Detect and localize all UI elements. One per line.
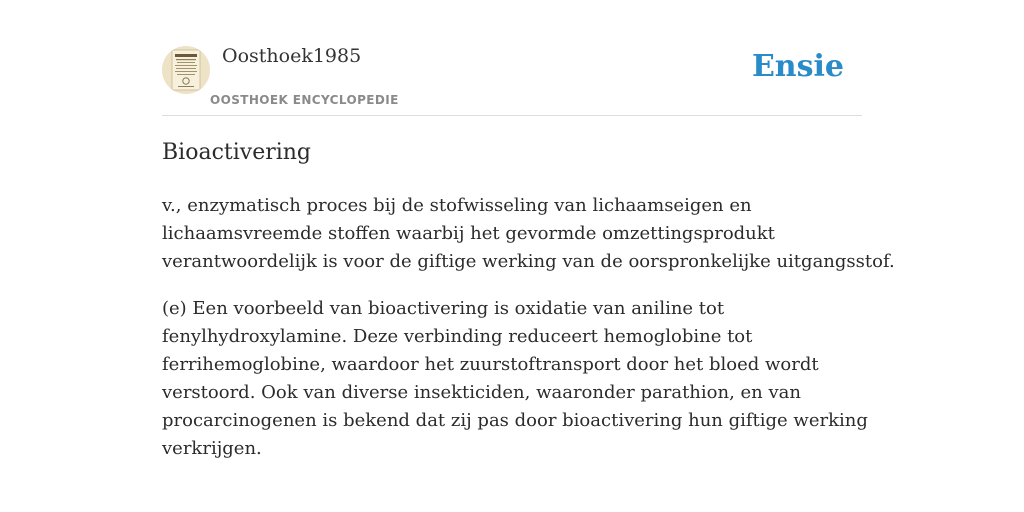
author-name[interactable]: Oosthoek1985 <box>222 45 362 67</box>
entry-paragraph-2 <box>162 295 868 463</box>
paragraph-line: verkrijgen. <box>162 438 262 459</box>
paragraph-line: lichaamsvreemde stoffen waarbij het gevormde omzettingsprodukt <box>162 223 775 244</box>
entry-title: Bioactivering <box>162 140 312 165</box>
paragraph-line: (e) Een voorbeeld van bioactivering is oxidatie van aniline tot <box>162 298 725 319</box>
author-avatar[interactable] <box>162 46 210 94</box>
brand-logo[interactable]: Ensie <box>751 49 844 84</box>
source-label: OOSTHOEK ENCYCLOPEDIE <box>210 93 399 107</box>
encyclopedia-title-page-icon <box>162 46 210 94</box>
paragraph-line: ferrihemoglobine, waardoor het zuurstoftransport door het bloed wordt <box>162 354 819 375</box>
paragraph-line: verstoord. Ook van diverse insekticiden, waaronder parathion, en van <box>162 382 801 403</box>
paragraph-line: v., enzymatisch proces bij de stofwisseling van lichaamseigen en <box>162 195 752 216</box>
paragraph-line: verantwoordelijk is voor de giftige werking van de oorspronkelijke uitgangsstof. <box>162 251 895 272</box>
paragraph-line: procarcinogenen is bekend dat zij pas door bioactivering hun giftige werking <box>162 410 868 431</box>
entry-card <box>162 0 895 512</box>
paragraph-line: fenylhydroxylamine. Deze verbinding reduceert hemoglobine tot <box>162 326 753 347</box>
header-divider <box>162 115 862 116</box>
entry-paragraph-1 <box>162 192 895 276</box>
